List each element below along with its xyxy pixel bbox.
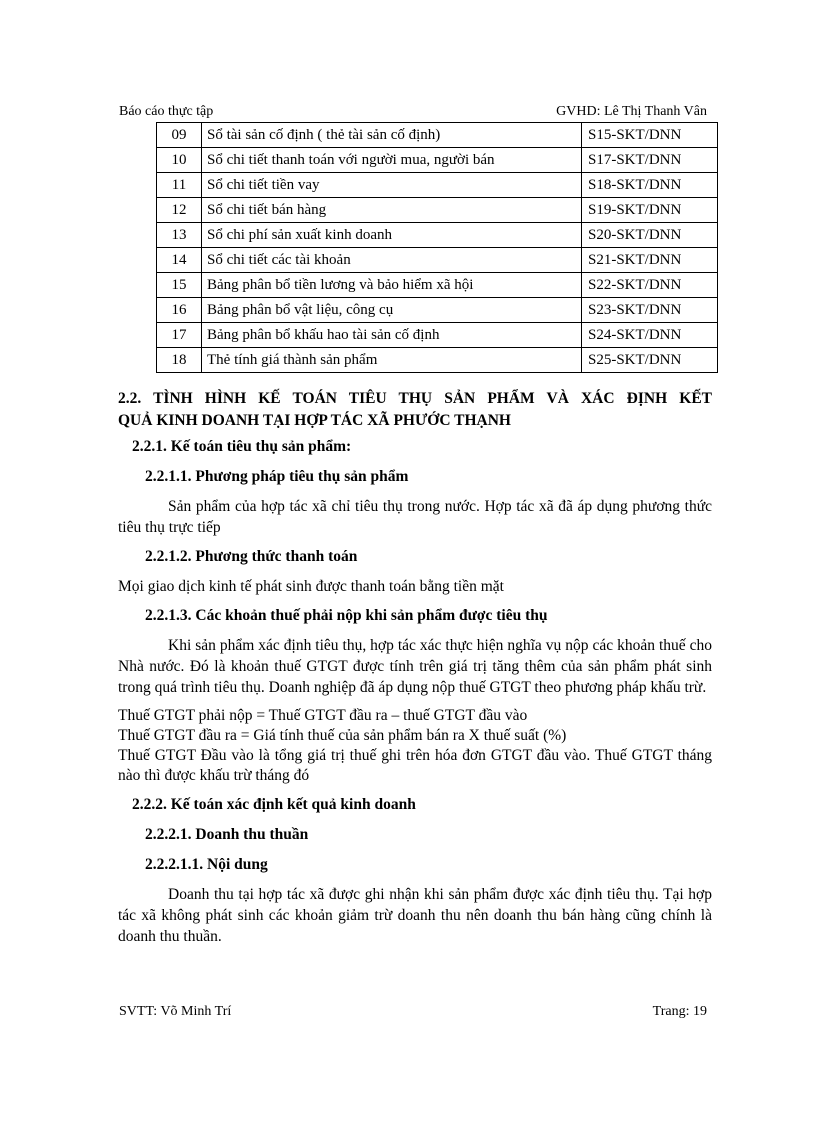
table-row — [157, 248, 718, 273]
cell-form-code: S18-SKT/DNN — [582, 173, 718, 198]
section-heading-line1: 2.2. TÌNH HÌNH KẾ TOÁN TIÊU THỤ SẢN PHẨM VÀ XÁC ĐỊNH KẾT — [118, 390, 712, 407]
heading-2-2-1-1: 2.2.1.1. Phương pháp tiêu thụ sản phẩm — [145, 468, 409, 485]
table-row — [157, 273, 718, 298]
cell-form-name: Thẻ tính giá thành sản phẩm — [202, 348, 582, 373]
table-row — [157, 323, 718, 348]
table-row — [157, 173, 718, 198]
formula-vat-output: Thuế GTGT đầu ra = Giá tính thuế của sản phẩm bán ra X thuế suất (%) — [118, 727, 567, 744]
heading-2-2-2: 2.2.2. Kế toán xác định kết quả kinh doanh — [132, 796, 416, 813]
footer-student: SVTT: Võ Minh Trí — [119, 1004, 232, 1019]
cell-number: 09 — [157, 123, 202, 148]
cell-number: 16 — [157, 298, 202, 323]
cell-form-code: S20-SKT/DNN — [582, 223, 718, 248]
cell-form-name: Sổ tài sản cố định ( thẻ tài sản cố định) — [202, 123, 582, 148]
cell-form-name: Bảng phân bổ khấu hao tài sản cố định — [202, 323, 582, 348]
heading-2-2-2-1: 2.2.2.1. Doanh thu thuần — [145, 826, 309, 843]
header-advisor: GVHD: Lê Thị Thanh Vân — [556, 104, 707, 119]
cell-form-code: S22-SKT/DNN — [582, 273, 718, 298]
cell-form-name: Sổ chi tiết các tài khoản — [202, 248, 582, 273]
tax-formulas — [118, 706, 712, 786]
cell-form-name: Bảng phân bổ vật liệu, công cụ — [202, 298, 582, 323]
formula-vat-payable: Thuế GTGT phải nộp = Thuế GTGT đầu ra – thuế GTGT đầu vào — [118, 707, 528, 724]
cell-number: 13 — [157, 223, 202, 248]
cell-form-name: Sổ chi tiết thanh toán với người mua, người bán — [202, 148, 582, 173]
paragraph-2-2-1-3: Khi sản phẩm xác định tiêu thụ, hợp tác xác thực hiện nghĩa vụ nộp các khoản thuế cho Nhà nước. Đó là khoản thuế GTGT được tính trên giá trị tăng thêm của sản phẩm phát sinh trong quá trình tiêu thụ. Doanh nghiệp đã áp dụng nộp thuế GTGT theo phương pháp khấu trừ. — [118, 637, 712, 696]
paragraph-2-2-1-2: Mọi giao dịch kinh tế phát sinh được thanh toán bằng tiền mặt — [118, 578, 504, 595]
heading-2-2-2-1-1: 2.2.2.1.1. Nội dung — [145, 856, 268, 873]
section-heading-line2: QUẢ KINH DOANH TẠI HỢP TÁC XÃ PHƯỚC THẠNH — [118, 412, 511, 429]
cell-number: 15 — [157, 273, 202, 298]
cell-number: 17 — [157, 323, 202, 348]
table-row — [157, 298, 718, 323]
cell-number: 18 — [157, 348, 202, 373]
table-row — [157, 148, 718, 173]
formula-vat-input: Thuế GTGT Đầu vào là tổng giá trị thuế ghi trên hóa đơn GTGT đầu vào. Thuế GTGT tháng nào thì được khấu trừ tháng đó — [118, 747, 712, 784]
table-row — [157, 348, 718, 373]
paragraph-2-2-2-1-1: Doanh thu tại hợp tác xã được ghi nhận khi sản phẩm được xác định tiêu thụ. Tại hợp tác xã không phát sinh các khoản giảm trừ doanh thu nên doanh thu bán hàng cũng chính là doanh thu thuần. — [118, 886, 712, 945]
heading-2-2-1-3: 2.2.1.3. Các khoản thuế phải nộp khi sản phẩm được tiêu thụ — [145, 607, 548, 624]
cell-form-code: S21-SKT/DNN — [582, 248, 718, 273]
heading-2-2-1: 2.2.1. Kế toán tiêu thụ sản phẩm: — [132, 438, 352, 455]
cell-form-name: Sổ chi phí sản xuất kinh doanh — [202, 223, 582, 248]
table-row — [157, 223, 718, 248]
cell-form-code: S15-SKT/DNN — [582, 123, 718, 148]
section-heading — [118, 388, 712, 432]
paragraph-2-2-1-1: Sản phẩm của hợp tác xã chỉ tiêu thụ trong nước. Hợp tác xã đã áp dụng phương thức tiêu thụ trực tiếp — [118, 498, 712, 536]
forms-table — [156, 122, 718, 373]
cell-form-name: Sổ chi tiết bán hàng — [202, 198, 582, 223]
cell-form-code: S25-SKT/DNN — [582, 348, 718, 373]
cell-form-code: S23-SKT/DNN — [582, 298, 718, 323]
footer-page-number: Trang: 19 — [652, 1004, 707, 1019]
heading-2-2-1-2: 2.2.1.2. Phương thức thanh toán — [145, 548, 358, 565]
cell-form-name: Bảng phân bổ tiền lương và bảo hiểm xã hội — [202, 273, 582, 298]
cell-form-name: Sổ chi tiết tiền vay — [202, 173, 582, 198]
cell-number: 12 — [157, 198, 202, 223]
cell-form-code: S24-SKT/DNN — [582, 323, 718, 348]
table-row — [157, 123, 718, 148]
cell-number: 11 — [157, 173, 202, 198]
cell-form-code: S17-SKT/DNN — [582, 148, 718, 173]
cell-form-code: S19-SKT/DNN — [582, 198, 718, 223]
cell-number: 10 — [157, 148, 202, 173]
header-report-title: Báo cáo thực tập — [119, 104, 214, 119]
forms-table-body — [157, 123, 718, 373]
main-content — [118, 388, 712, 955]
table-row — [157, 198, 718, 223]
cell-number: 14 — [157, 248, 202, 273]
